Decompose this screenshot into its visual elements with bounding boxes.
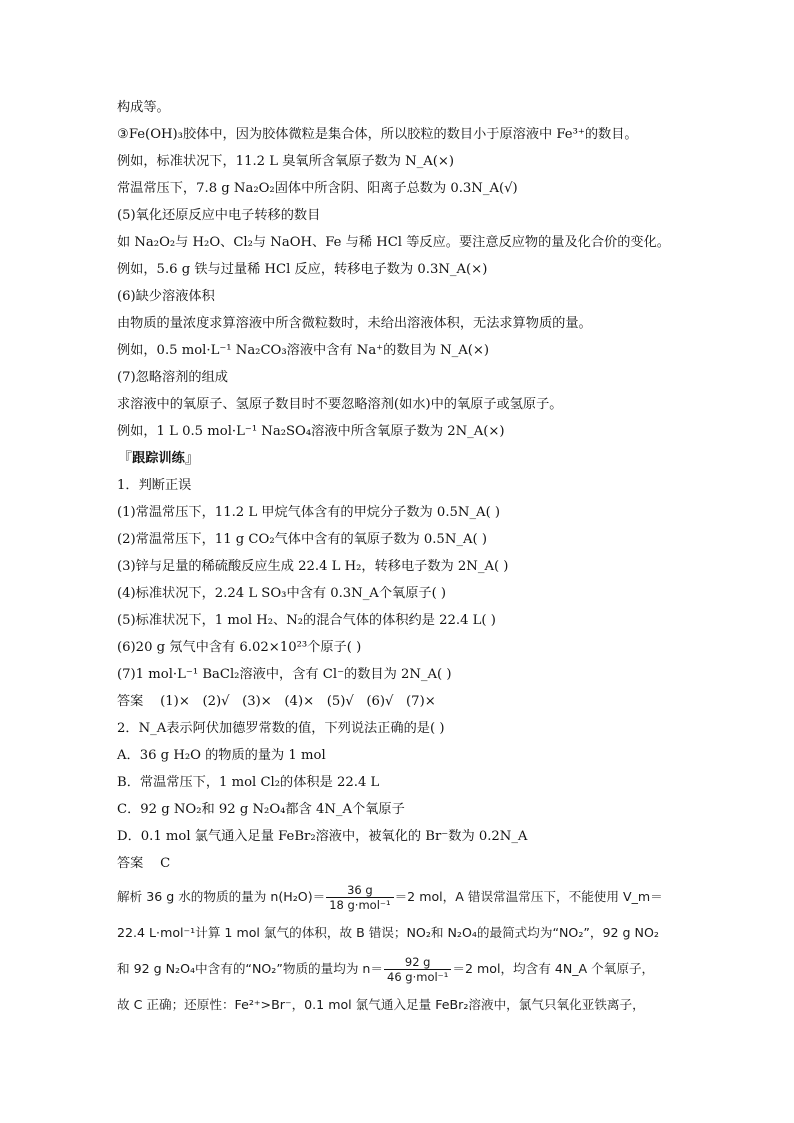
- section-open-bracket: 『: [117, 449, 133, 467]
- text-line: 常温常压下，7.8 g Na₂O₂固体中所含阴、阳离子总数为 0.3N_A(√): [117, 181, 518, 196]
- solution-line: [117, 949, 687, 989]
- question-1-answer: 答案 (1)× (2)√ (3)× (4)× (5)√ (6)√ (7)×: [117, 694, 436, 709]
- question-1-item: (7)1 mol·L⁻¹ BaCl₂溶液中，含有 Cl⁻的数目为 2N_A( ): [117, 667, 452, 682]
- solution-text: ＝2 mol，A 错误常温常压下，不能使用 V_m＝: [394, 889, 663, 904]
- question-1-item: (1)常温常压下，11.2 L 甲烷气体含有的甲烷分子数为 0.5N_A( ): [117, 505, 501, 520]
- text-line: 由物质的量浓度求算溶液中所含微粒数时，未给出溶液体积，无法求算物质的量。: [117, 316, 592, 331]
- fraction: [326, 883, 393, 912]
- question-1-title: 1．判断正误: [117, 478, 192, 493]
- solution-text: 和 92 g N₂O₄中含有的“NO₂”物质的量均为 n＝: [117, 961, 383, 976]
- solution-line: 22.4 L·mol⁻¹计算 1 mol 氯气的体积，故 B 错误；NO₂和 N₂O₄的最简式均为“NO₂”，92 g NO₂: [117, 925, 659, 940]
- question-1-item: (3)锌与足量的稀硫酸反应生成 22.4 L H₂，转移电子数为 2N_A( ): [117, 559, 509, 574]
- subheading: (7)忽略溶剂的组成: [117, 370, 228, 385]
- question-2-title: 2．N_A表示阿伏加德罗常数的值，下列说法正确的是( ): [117, 721, 445, 736]
- fraction: [384, 955, 451, 984]
- text-line: 如 Na₂O₂与 H₂O、Cl₂与 NaOH、Fe 与稀 HCl 等反应。要注意反应物的量及化合价的变化。: [117, 235, 670, 250]
- fraction-denominator: 46 g·mol⁻¹: [387, 970, 449, 984]
- text-line: 求溶液中的氧原子、氢原子数目时不要忽略溶剂(如水)中的氧原子或氢原子。: [117, 397, 563, 412]
- question-1-item: (5)标准状况下，1 mol H₂、N₂的混合气体的体积约是 22.4 L( ): [117, 613, 496, 628]
- question-1-item: (4)标准状况下，2.24 L SO₃中含有 0.3N_A个氧原子( ): [117, 586, 447, 601]
- solution-line: [117, 877, 687, 917]
- text-line: 例如，0.5 mol·L⁻¹ Na₂CO₃溶液中含有 Na⁺的数目为 N_A(×): [117, 343, 490, 358]
- text-line: 例如，标准状况下，11.2 L 臭氧所含氧原子数为 N_A(×): [117, 154, 455, 169]
- text-line: 例如，5.6 g 铁与过量稀 HCl 反应，转移电子数为 0.3N_A(×): [117, 262, 488, 277]
- section-heading: [117, 445, 687, 472]
- subheading: (5)氧化还原反应中电子转移的数目: [117, 208, 321, 223]
- section-title: 跟踪训练: [132, 451, 185, 466]
- question-2-answer: 答案 C: [117, 856, 171, 871]
- section-close-bracket: 』: [184, 449, 200, 467]
- fraction-denominator: 18 g·mol⁻¹: [329, 898, 391, 912]
- question-1-item: (2)常温常压下，11 g CO₂气体中含有的氧原子数为 0.5N_A( ): [117, 532, 487, 547]
- document-page: [117, 94, 687, 1021]
- text-line: 构成等。: [117, 100, 170, 115]
- question-2-option: A．36 g H₂O 的物质的量为 1 mol: [117, 748, 326, 763]
- fraction-numerator: 36 g: [326, 883, 393, 898]
- question-2-option: D．0.1 mol 氯气通入足量 FeBr₂溶液中，被氧化的 Br⁻数为 0.2N_A: [117, 829, 528, 844]
- subheading: (6)缺少溶液体积: [117, 289, 215, 304]
- solution-text: ＝2 mol，均含有 4N_A 个氧原子，: [452, 961, 655, 976]
- solution-text: 解析 36 g 水的物质的量为 n(H₂O)＝: [117, 889, 326, 904]
- fraction-numerator: 92 g: [384, 955, 451, 970]
- text-line: 例如，1 L 0.5 mol·L⁻¹ Na₂SO₄溶液中所含氧原子数为 2N_A(×): [117, 424, 505, 439]
- question-1-item: (6)20 g 氖气中含有 6.02×10²³个原子( ): [117, 640, 362, 655]
- question-2-option: B．常温常压下，1 mol Cl₂的体积是 22.4 L: [117, 775, 380, 790]
- text-line: ③Fe(OH)₃胶体中，因为胶体微粒是集合体，所以胶粒的数目小于原溶液中 Fe³⁺的数目。: [117, 127, 638, 142]
- question-2-option: C．92 g NO₂和 92 g N₂O₄都含 4N_A个氧原子: [117, 802, 405, 817]
- solution-line: 故 C 正确；还原性：Fe²⁺>Br⁻，0.1 mol 氯气通入足量 FeBr₂溶液中，氯气只氧化亚铁离子，: [117, 997, 645, 1012]
